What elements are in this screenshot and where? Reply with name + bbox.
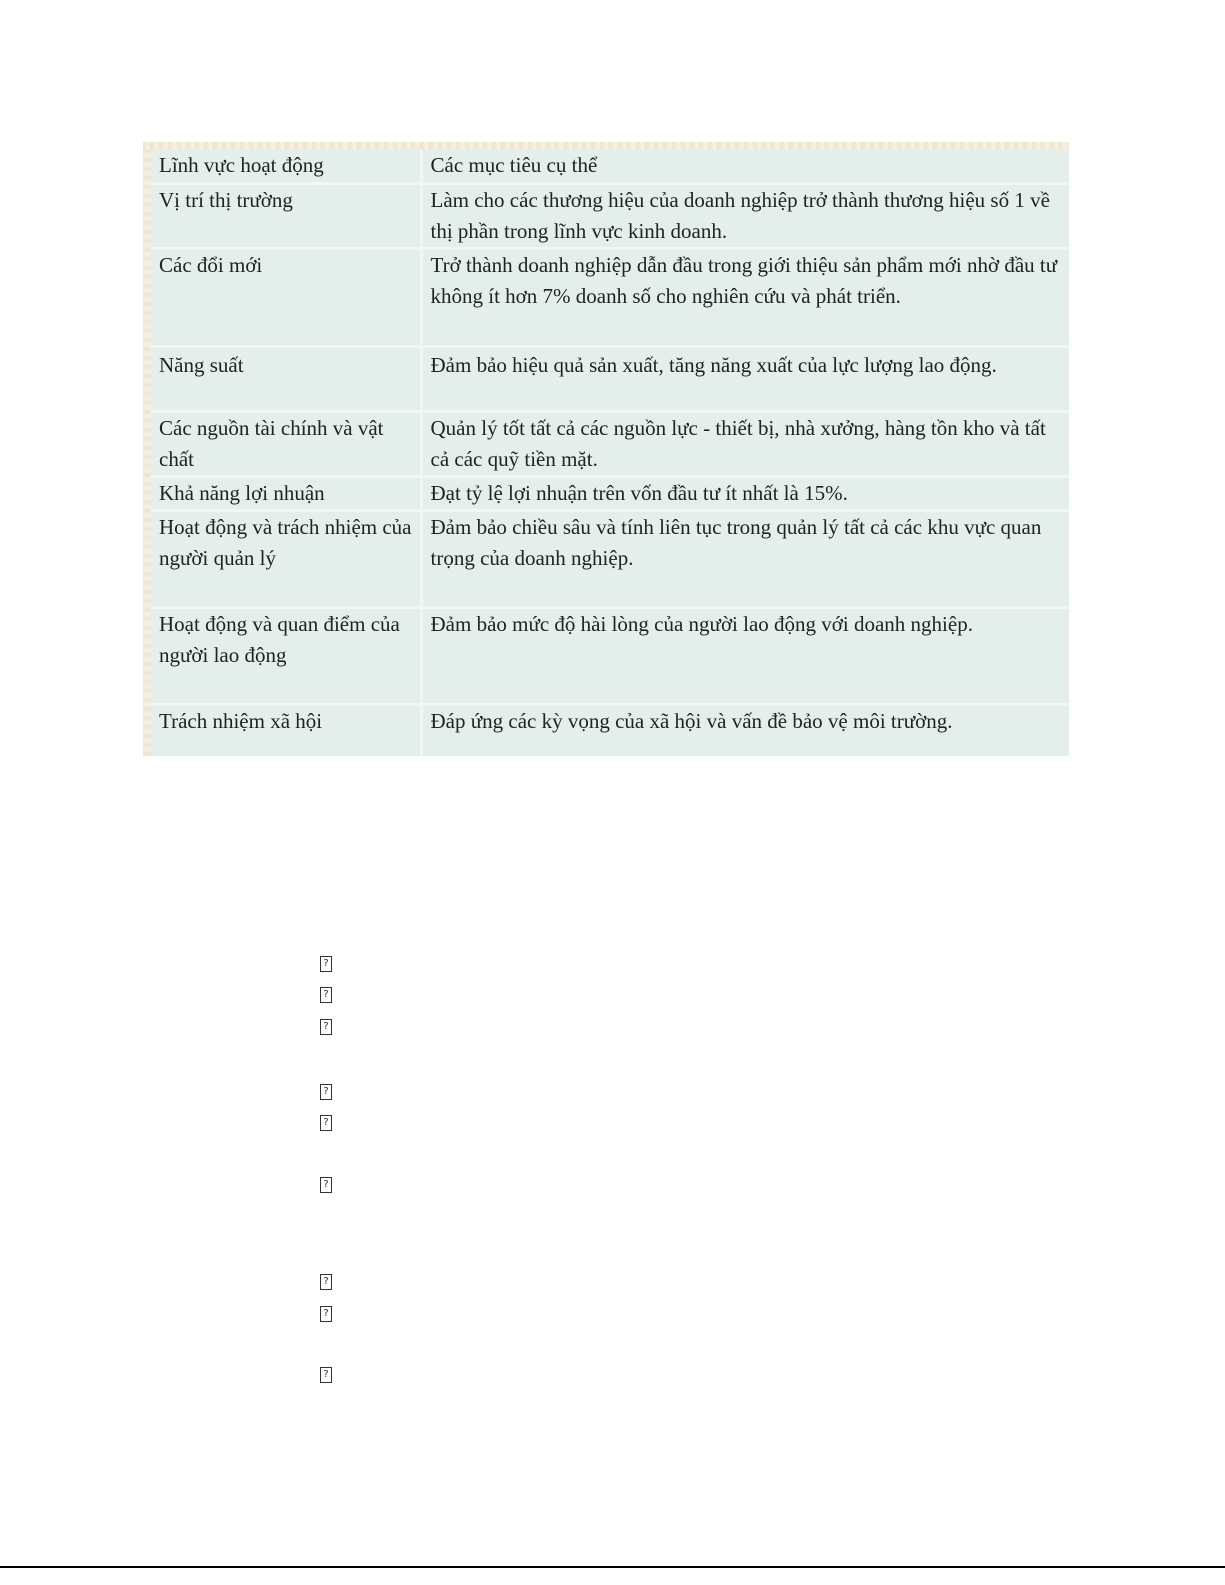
objectives-table: [151, 150, 1069, 756]
missing-glyph-icon: ?: [320, 1084, 332, 1100]
table-row: [151, 183, 1069, 248]
goal-cell: Đảm bảo mức độ hài lòng của người lao động với doanh nghiệp.: [421, 607, 1069, 704]
area-cell: Khả năng lợi nhuận: [151, 476, 421, 510]
area-cell: Vị trí thị trường: [151, 183, 421, 248]
goal-cell: Đảm bảo hiệu quả sản xuất, tăng năng xuất của lực lượng lao động.: [421, 346, 1069, 411]
area-cell: Các nguồn tài chính và vật chất: [151, 411, 421, 476]
missing-glyph-icon: ?: [320, 1306, 332, 1322]
goal-cell: Các mục tiêu cụ thể: [421, 150, 1069, 183]
goal-cell: Trở thành doanh nghiệp dẫn đầu trong giới thiệu sản phẩm mới nhờ đầu tư không ít hơn 7% doanh số cho nghiên cứu và phát triển.: [421, 248, 1069, 346]
missing-glyph-icon: ?: [320, 987, 332, 1003]
area-cell: Trách nhiệm xã hội: [151, 704, 421, 756]
area-cell: Hoạt động và trách nhiệm của người quản lý: [151, 510, 421, 607]
missing-glyph-icon: ?: [320, 1177, 332, 1193]
page-bottom-rule: [0, 1566, 1225, 1568]
goal-cell: Đảm bảo chiều sâu và tính liên tục trong quản lý tất cả các khu vực quan trọng của doanh nghiệp.: [421, 510, 1069, 607]
table-row: [151, 607, 1069, 704]
missing-glyph-icon: ?: [320, 1274, 332, 1290]
missing-glyph-icon: ?: [320, 956, 332, 972]
area-cell: Hoạt động và quan điểm của người lao động: [151, 607, 421, 704]
table-row: [151, 150, 1069, 183]
table-row: [151, 248, 1069, 346]
goal-cell: Đạt tỷ lệ lợi nhuận trên vốn đầu tư ít nhất là 15%.: [421, 476, 1069, 510]
table-row: [151, 704, 1069, 756]
table-row: [151, 510, 1069, 607]
objectives-table-image: [143, 142, 1069, 756]
missing-glyph-icon: ?: [320, 1367, 332, 1383]
table-row: [151, 476, 1069, 510]
area-cell: Các đổi mới: [151, 248, 421, 346]
goal-cell: Đáp ứng các kỳ vọng của xã hội và vấn đề bảo vệ môi trường.: [421, 704, 1069, 756]
goal-cell: Quản lý tốt tất cả các nguồn lực - thiết bị, nhà xưởng, hàng tồn kho và tất cả các quỹ tiền mặt.: [421, 411, 1069, 476]
goal-cell: Làm cho các thương hiệu của doanh nghiệp trở thành thương hiệu số 1 về thị phần trong lĩnh vực kinh doanh.: [421, 183, 1069, 248]
table-row: [151, 346, 1069, 411]
table-row: [151, 411, 1069, 476]
area-cell: Năng suất: [151, 346, 421, 411]
missing-glyph-icon: ?: [320, 1019, 332, 1035]
missing-glyph-icon: ?: [320, 1115, 332, 1131]
area-cell: Lĩnh vực hoạt động: [151, 150, 421, 183]
